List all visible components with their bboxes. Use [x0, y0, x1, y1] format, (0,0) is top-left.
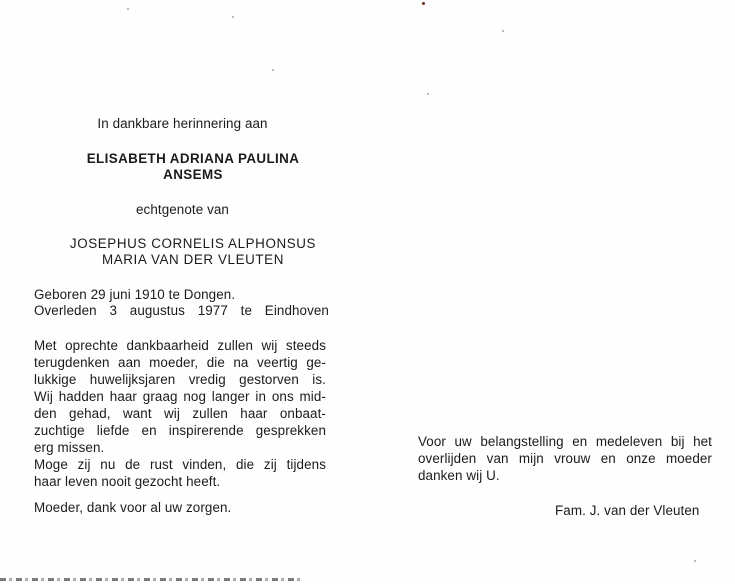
intro-text: In dankbare herinnering aan [97, 116, 268, 131]
closing-line: Moeder, dank voor al uw zorgen. [34, 500, 232, 515]
tribute-line: Moge zij nu de rust vinden, die zij tijdens [34, 457, 326, 472]
scan-speck [232, 16, 234, 18]
tribute-line: lukkige huwelijksjaren vredig gestorven is. [34, 372, 326, 387]
tribute-line: terugdenken aan moeder, die na veertig ge- [34, 355, 326, 370]
signature: Fam. J. van der Vleuten [555, 503, 700, 518]
thanks-line: overlijden van mijn vrouw en onze moeder [418, 451, 712, 466]
scan-speck [272, 69, 274, 71]
scan-speck [427, 93, 429, 95]
thanks-line: Voor uw belangstelling en medeleven bij het [418, 434, 712, 449]
tribute-line: zuchtige liefde en inspirerende gesprekken [34, 423, 326, 438]
scan-speck [502, 30, 504, 32]
birth-line: Geboren 29 juni 1910 te Dongen. [34, 287, 236, 302]
scan-speck [422, 2, 425, 5]
thanks-line: danken wij U. [418, 468, 500, 483]
death-line: Overleden 3 augustus 1977 te Eindhoven [34, 303, 329, 318]
tribute-line: erg missen. [34, 440, 105, 455]
tribute-line: haar leven nooit gezocht heeft. [34, 474, 221, 489]
spouse-name-line1: JOSEPHUS CORNELIS ALPHONSUS [69, 236, 317, 251]
scan-edge [0, 578, 300, 581]
tribute-line: den gehad, want wij zullen haar onbaat- [34, 406, 326, 421]
tribute-line: Wij hadden haar graag nog langer in ons mid- [34, 389, 326, 404]
deceased-name-line1: ELISABETH ADRIANA PAULINA [86, 151, 300, 166]
scan-speck [127, 8, 129, 10]
scan-speck [694, 560, 696, 562]
deceased-name-line2: ANSEMS [163, 167, 223, 182]
relation-text: echtgenote van [136, 202, 229, 217]
tribute-line: Met oprechte dankbaarheid zullen wij steeds [34, 338, 326, 353]
spouse-name-line2: MARIA VAN DER VLEUTEN [101, 252, 284, 267]
